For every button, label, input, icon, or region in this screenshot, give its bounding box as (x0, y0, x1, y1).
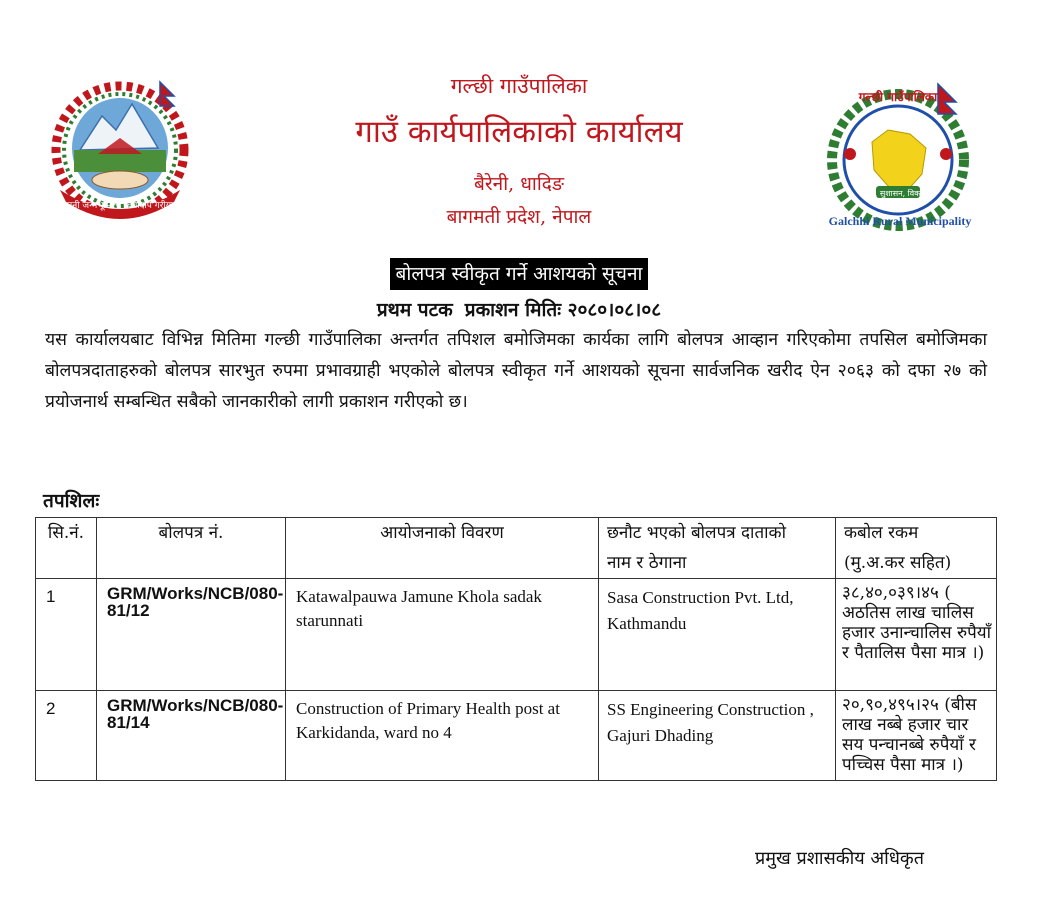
logo-top-text: गल्छी गाउँपालिका (858, 90, 938, 104)
row-sn: 1 (36, 579, 97, 691)
municipality-name: गल्छी गाउँपालिका (450, 74, 588, 98)
row-bidder: Sasa Construction Pvt. Ltd, Kathmandu (599, 579, 836, 691)
row-tender-no: GRM/Works/NCB/080-81/12 (97, 579, 286, 691)
table-row (36, 691, 997, 781)
header-amount-line1: कबोल रकम (844, 523, 919, 543)
emblem-motto: जननी जन्मभूमिश्च स्वर्गादपि गरीयसी (60, 201, 180, 211)
row-amount: २०,९०,४९५।२५ (बीस लाख नब्बे हजार चार सय पन्चानब्बे रुपैयाँ र पच्चिस पैसा मात्र ।) (836, 691, 997, 781)
notice-title: बोलपत्र स्वीकृत गर्ने आशयको सूचना (390, 258, 649, 290)
table-header-row (36, 518, 997, 579)
logo-inner-text: समृद्ध, सुशासन, विकास (858, 189, 928, 198)
details-label: तपशिलः (43, 490, 100, 512)
office-address: बैरेनी, धादिङ (474, 173, 564, 195)
row-project: Katawalpauwa Jamune Khola sadak starunnati (286, 579, 599, 691)
row-sn: 2 (36, 691, 97, 781)
publication-prefix: प्रथम पटक (376, 299, 453, 321)
header-amount-line2: (मु.अ.कर सहित) (844, 553, 952, 573)
row-project: Construction of Primary Health post at Karkidanda, ward no 4 (286, 691, 599, 781)
awards-table (35, 517, 997, 781)
logo-bottom-text: Galchhi Rural Municipality (828, 214, 972, 228)
header-amount (836, 518, 997, 579)
header-sn: सि.नं. (36, 518, 97, 579)
header-project: आयोजनाको विवरण (286, 518, 599, 579)
row-amount: ३८,४०,०३९।४५ ( अठतिस लाख चालिस हजार उनान्चालिस रुपैयाँ र पैतालिस पैसा मात्र ।) (836, 579, 997, 691)
row-tender-no: GRM/Works/NCB/080-81/14 (97, 691, 286, 781)
header-tender-no: बोलपत्र नं. (97, 518, 286, 579)
row-bidder: SS Engineering Construction , Gajuri Dhading (599, 691, 836, 781)
publication-line (0, 296, 1038, 322)
notice-paragraph: यस कार्यालयबाट विभिन्न मितिमा गल्छी गाउँपालिका अन्तर्गत तपिशल बमोजिमका कार्यका लागि बोलपत्र आव्हान गरिएकोमा तपसिल बमोजिमका बोलपत्रदाताहरुको बोलपत्र सारभुत रुपमा प्रभावग्राही भएकोले बोलपत्र स्वीकृत गर्ने आशयको सूचना सार्वजनिक खरीद ऐन २०६३ को दफा २७ को प्रयोजनार्थ सम्बन्धित सबैको जानकारीको लागी प्रकाशन गरीएको छ। (45, 330, 987, 412)
office-name: गाउँ कार्यपालिकाको कार्यालय (355, 114, 683, 150)
header-bidder-line2: नाम र ठेगाना (607, 553, 687, 573)
signature-designation: प्रमुख प्रशासकीय अधिकृत (755, 848, 924, 869)
header-bidder (599, 518, 836, 579)
province-name: बागमती प्रदेश, नेपाल (446, 206, 592, 228)
table-row (36, 579, 997, 691)
header-bidder-line1: छनौट भएको बोलपत्र दाताको (607, 523, 787, 543)
publication-date: प्रकाशन मितिः २०८०।०८।०८ (464, 299, 662, 321)
